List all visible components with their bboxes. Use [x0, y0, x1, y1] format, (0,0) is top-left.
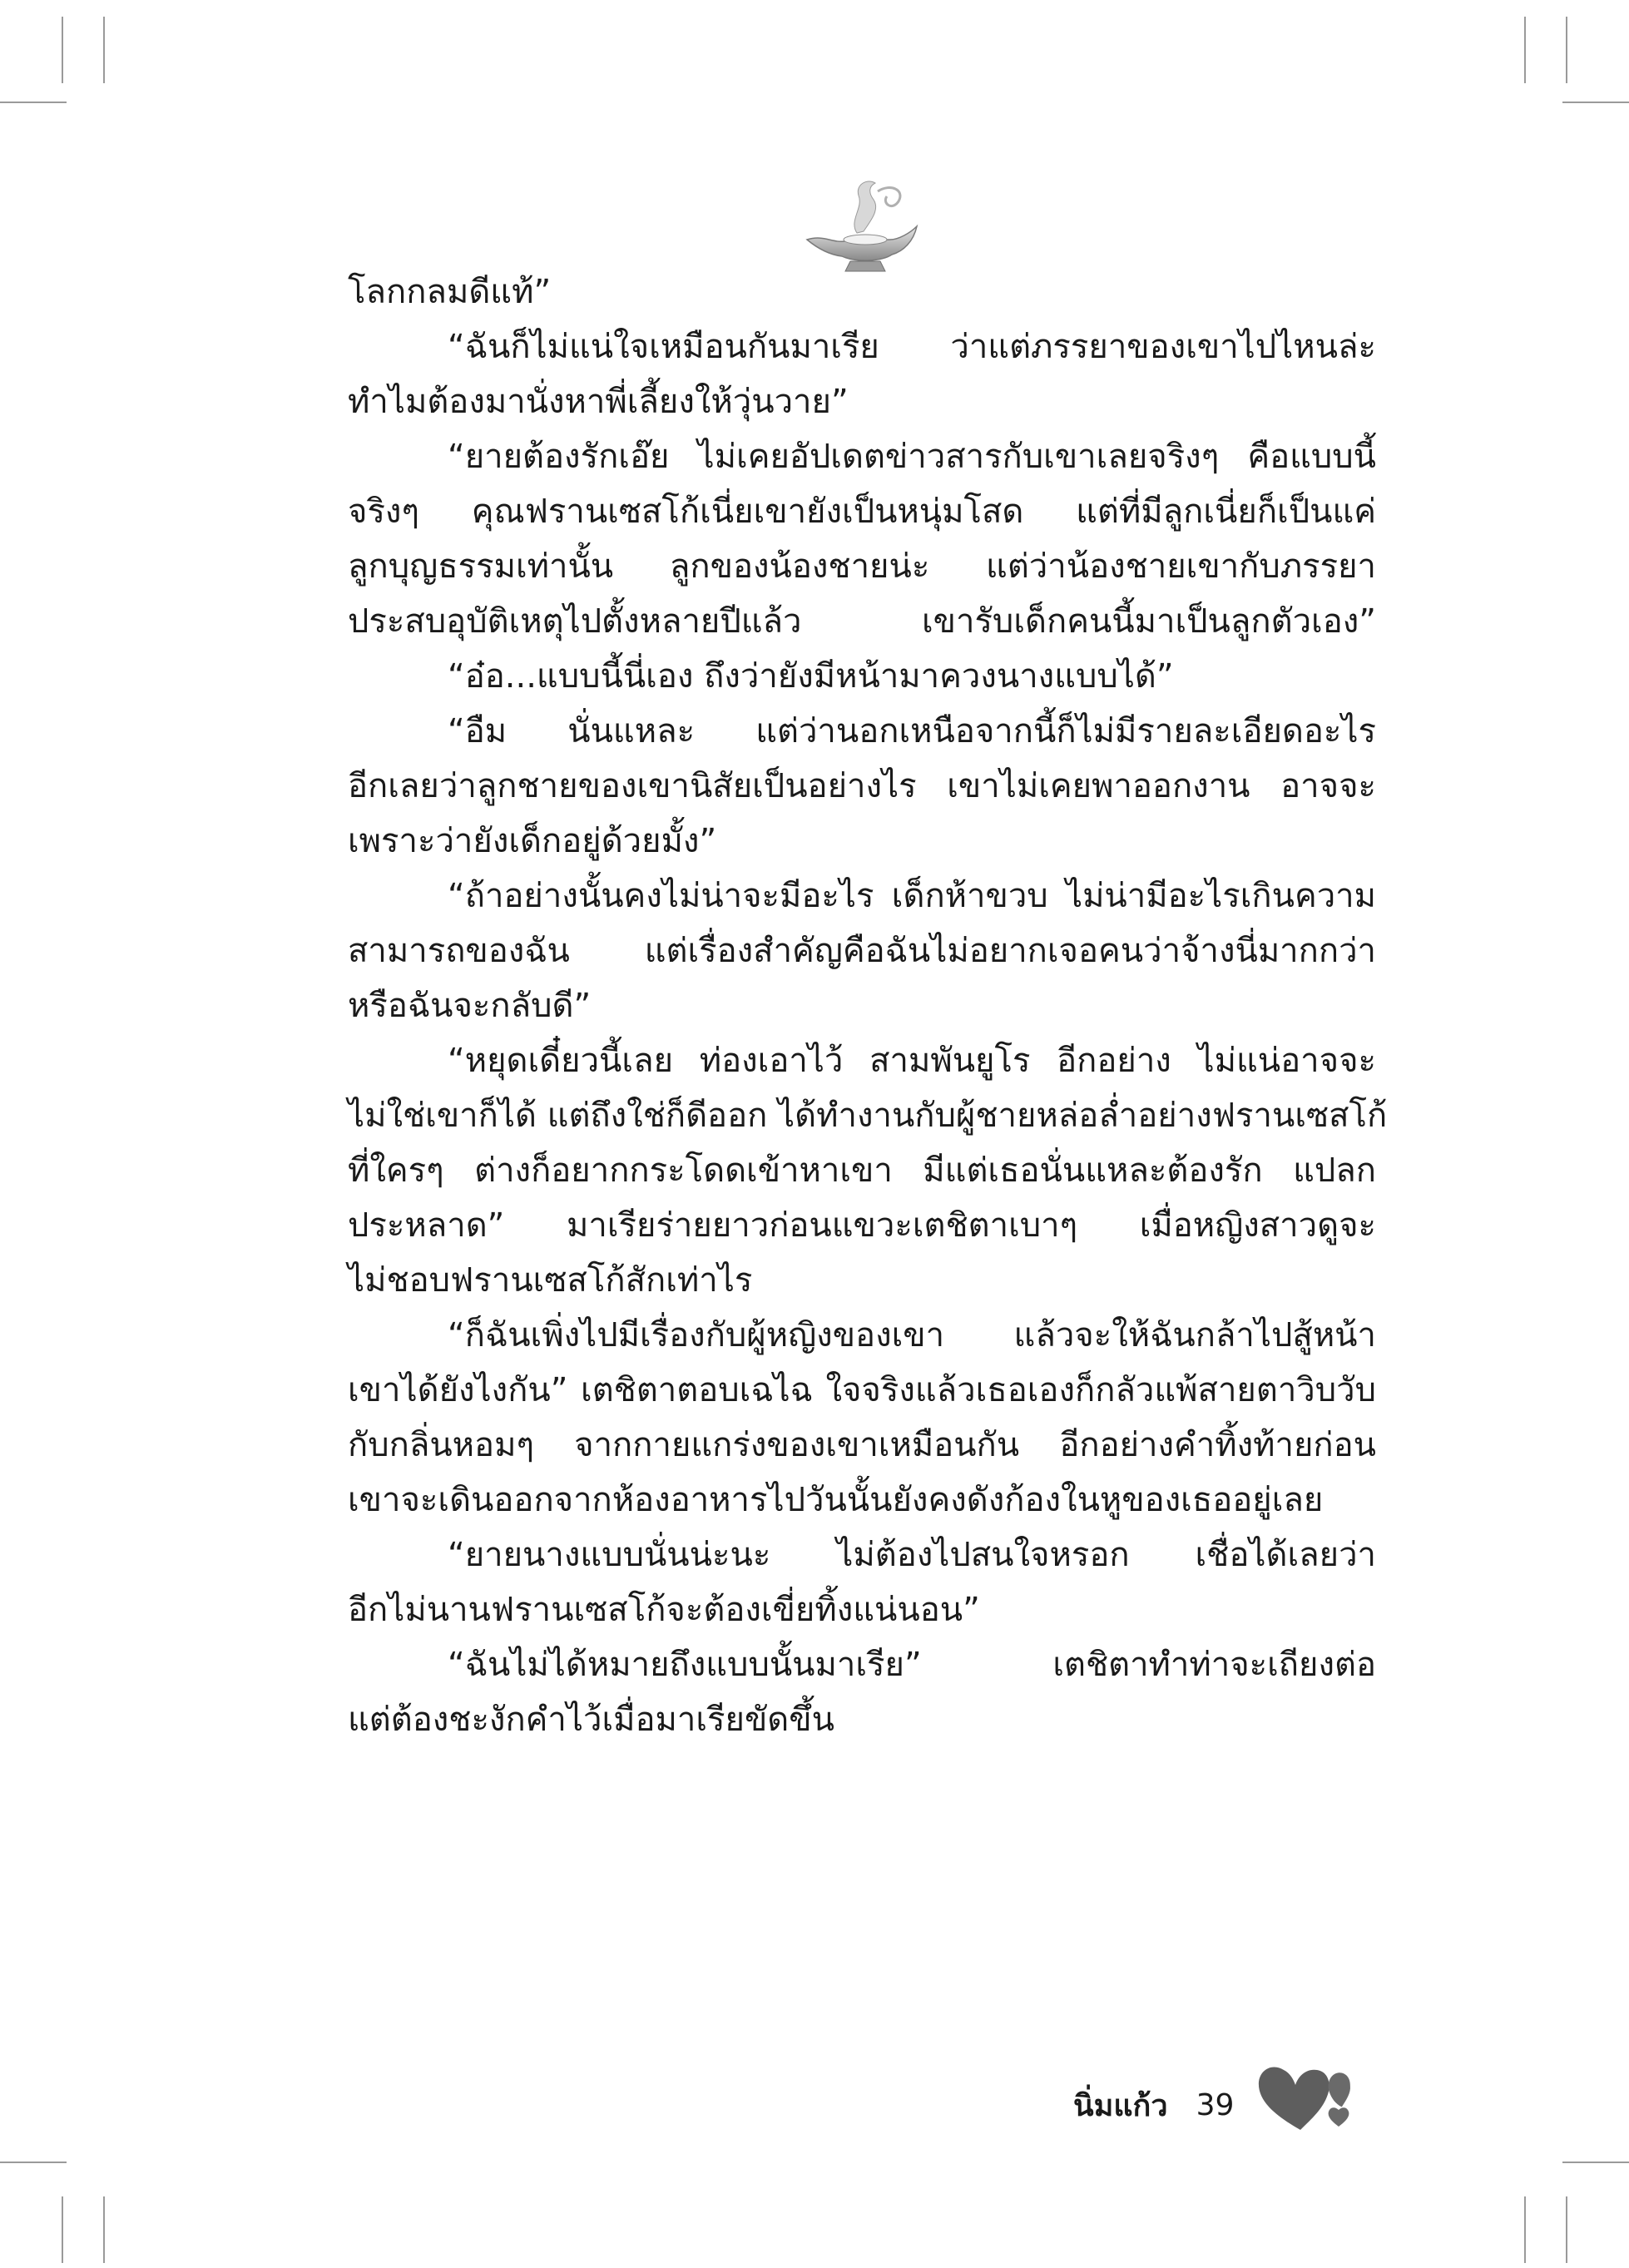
- crop-mark: [1566, 2196, 1567, 2263]
- text-line: เขาจะเดินออกจากห้องอาหารไปวันนั้นยังคงดังก้องในหูของเธออยู่เลย: [348, 1481, 1324, 1519]
- text-line: หรือฉันจะกลับดี”: [348, 987, 592, 1025]
- text-line: อีกเลยว่าลูกชายของเขานิสัยเป็นอย่างไร เขาไม่เคยพาออกงาน อาจจะ: [348, 767, 1376, 805]
- page-number: 39: [1196, 2087, 1235, 2122]
- crop-mark: [62, 17, 63, 83]
- text-line: กับกลิ่นหอมๆ จากกายแกร่งของเขาเหมือนกัน อีกอย่างคำทิ้งท้ายก่อน: [348, 1426, 1376, 1464]
- text-line: เขาได้ยังไงกัน” เตชิตาตอบเฉไฉ ใจจริงแล้วเธอเองก็กลัวแพ้สายตาวิบวับ: [348, 1371, 1376, 1409]
- text-line: ประหลาด” มาเรียร่ายยาวก่อนแขวะเตชิตาเบาๆ เมื่อหญิงสาวดูจะ: [348, 1206, 1376, 1245]
- text-line: ทำไมต้องมานั่งหาพี่เลี้ยงให้วุ่นวาย”: [348, 383, 849, 421]
- text-line: อีกไม่นานฟรานเซสโก้จะต้องเขี่ยทิ้งแน่นอน”: [348, 1591, 980, 1629]
- text-line: “ก็ฉันเพิ่งไปมีเรื่องกับผู้หญิงของเขา แล้วจะให้ฉันกล้าไปสู้หน้า: [448, 1316, 1376, 1354]
- text-line: ประสบอุบัติเหตุไปตั้งหลายปีแล้ว เขารับเด็กคนนี้มาเป็นลูกตัวเอง”: [348, 602, 1376, 641]
- text-line: สามารถของฉัน แต่เรื่องสำคัญคือฉันไม่อยากเจอคนว่าจ้างนี่มากกว่า: [348, 932, 1376, 970]
- text-line: โลกกลมดีแท้”: [348, 273, 552, 311]
- text-line: ไม่ชอบฟรานเซสโก้สักเท่าไร: [348, 1261, 753, 1300]
- crop-mark: [103, 17, 105, 83]
- crop-mark: [62, 2196, 63, 2263]
- text-line: “ยายนางแบบนั่นน่ะนะ ไม่ต้องไปสนใจหรอก เชื่อได้เลยว่า: [448, 1536, 1376, 1574]
- crop-mark: [1562, 102, 1629, 103]
- text-line: ที่ใครๆ ต่างก็อยากกระโดดเข้าหาเขา มีแต่เธอนั่นแหละต้องรัก แปลก: [348, 1151, 1376, 1190]
- crop-mark: [0, 2162, 67, 2163]
- crop-mark: [1562, 2162, 1629, 2163]
- page-footer: [1073, 2072, 1360, 2138]
- hearts-icon: [1252, 2047, 1360, 2138]
- book-title: นิ่มแก้ว: [1073, 2088, 1168, 2123]
- crop-mark: [1524, 17, 1526, 83]
- body-text: [348, 265, 1388, 1747]
- text-line: “อืม นั่นแหละ แต่ว่านอกเหนือจากนี้ก็ไม่มีรายละเอียดอะไร: [448, 712, 1376, 750]
- text-line: “ถ้าอย่างนั้นคงไม่น่าจะมีอะไร เด็กห้าขวบ ไม่น่ามีอะไรเกินความ: [448, 877, 1376, 915]
- crop-mark: [1566, 17, 1567, 83]
- text-line: “ฉันไม่ได้หมายถึงแบบนั้นมาเรีย” เตชิตาทำท่าจะเถียงต่อ: [448, 1646, 1376, 1684]
- text-line: “หยุดเดี๋ยวนี้เลย ท่องเอาไว้ สามพันยูโร อีกอย่าง ไม่แน่อาจจะ: [448, 1042, 1376, 1080]
- crop-mark: [1524, 2196, 1526, 2263]
- text-line: ลูกบุญธรรมเท่านั้น ลูกของน้องชายน่ะ แต่ว่าน้องชายเขากับภรรยา: [348, 547, 1376, 586]
- text-line: แต่ต้องชะงักคำไว้เมื่อมาเรียขัดขึ้น: [348, 1701, 834, 1739]
- crop-mark: [0, 102, 67, 103]
- text-line: “อ๋อ...แบบนี้นี่เอง ถึงว่ายังมีหน้ามาควงนางแบบได้”: [448, 657, 1174, 696]
- text-line: “ฉันก็ไม่แน่ใจเหมือนกันมาเรีย ว่าแต่ภรรยาของเขาไปไหนล่ะ: [448, 328, 1376, 366]
- crop-mark: [103, 2196, 105, 2263]
- text-line: จริงๆ คุณฟรานเซสโก้เนี่ยเขายังเป็นหนุ่มโสด แต่ที่มีลูกเนี่ยก็เป็นแค่: [348, 493, 1376, 531]
- text-line: ไม่ใช่เขาก็ได้ แต่ถึงใช่ก็ดีออก ได้ทำงานกับผู้ชายหล่อล่ำอย่างฟรานเซสโก้: [348, 1097, 1388, 1135]
- text-line: เพราะว่ายังเด็กอยู่ด้วยมั้ง”: [348, 822, 717, 860]
- text-line: “ยายต้องรักเอ๊ย ไม่เคยอัปเดตข่าวสารกับเขาเลยจริงๆ คือแบบนี้: [448, 438, 1376, 476]
